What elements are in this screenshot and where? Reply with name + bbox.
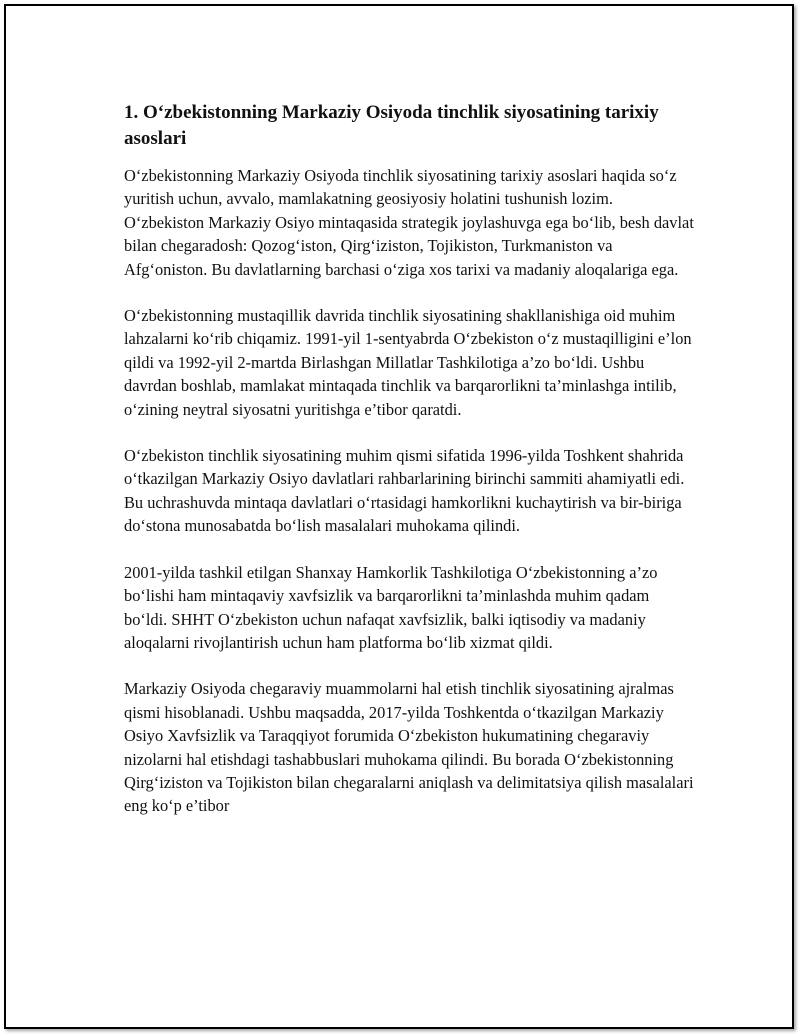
- paragraph-border-issues: Markaziy Osiyoda chegaraviy muammolarni hal etish tinchlik siyosatining ajralmas qismi hisoblanadi. Ushbu maqsadda, 2017-yilda Toshkentda o‘tkazilgan Markaziy Osiyo Xavfsizlik va Taraqqiyot forumida O‘zbekiston hukumatining chegaraviy nizolarni hal etishdagi tashabbuslari muhokama qilindi. Bu borada O‘zbekistonning Qirg‘iziston va Tojikiston bilan chegaralarni aniqlash va delimitatsiya qilish masalalari eng ko‘p e’tibor: [124, 679, 694, 816]
- paragraph-independence: O‘zbekistonning mustaqillik davrida tinchlik siyosatining shakllanishiga oid muhim lahzalarni ko‘rib chiqamiz. 1991-yil 1-sentyabrda O‘zbekiston o‘z mustaqilligini e’lon qildi va 1992-yil 2-martda Birlashgan Millatlar Tashkilotiga a’zo bo‘ldi. Ushbu davrdan boshlab, mamlakat mintaqada tinchlik va barqarorlikni ta’minlashga intilib, o‘zining neytral siyosatni yuritishga e’tibor qaratdi.: [124, 306, 692, 419]
- document-body: [124, 100, 694, 841]
- paragraph-summit-1996: O‘zbekiston tinchlik siyosatining muhim qismi sifatida 1996-yilda Toshkent shahrida o‘tkazilgan Markaziy Osiyo davlatlari rahbarlarining birinchi sammiti ahamiyatli edi. Bu uchrashuvda mintaqa davlatlari o‘rtasidagi hamkorlikni kuchaytirish va bir-biriga do‘stona munosabatda bo‘lish masalalari muhokama qilindi.: [124, 446, 685, 536]
- document-page: [4, 4, 794, 1029]
- paragraph-geopolitics: O‘zbekistonning Markaziy Osiyoda tinchlik siyosatining tarixiy asoslari haqida so‘z yuritish uchun, avvalo, mamlakatning geosiyosiy holatini tushunish lozim. O‘zbekiston Markaziy Osiyo mintaqasida strategik joylashuvga ega bo‘lib, besh davlat bilan chegaradosh: Qozog‘iston, Qirg‘iziston, Tojikiston, Turkmaniston va Afg‘oniston. Bu davlatlarning barchasi o‘ziga xos tarixi va madaniy aloqalariga ega.: [124, 166, 694, 279]
- paragraph-sco-2001: 2001-yilda tashkil etilgan Shanxay Hamkorlik Tashkilotiga O‘zbekistonning a’zo bo‘lishi ham mintaqaviy xavfsizlik va barqarorlikni ta’minlashda muhim qadam bo‘ldi. SHHT O‘zbekiston uchun nafaqat xavfsizlik, balki iqtisodiy va madaniy aloqalarni rivojlantirish uchun ham platforma bo‘lib xizmat qildi.: [124, 562, 658, 652]
- section-heading: 1. O‘zbekistonning Markaziy Osiyoda tinchlik siyosatining tarixiy asoslari: [124, 102, 659, 149]
